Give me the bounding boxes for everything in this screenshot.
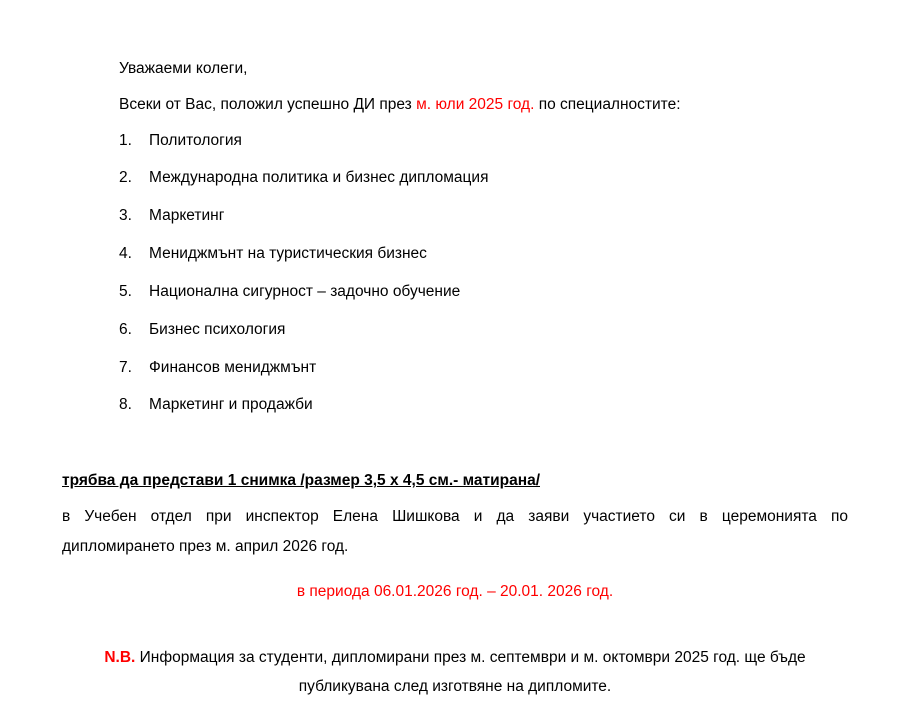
list-item-number: 8.	[119, 396, 132, 414]
nb-line-1	[62, 643, 848, 672]
nb-line-2: публикувана след изготвяне на дипломите.	[298, 678, 612, 696]
requirement-line-1: в Учебен отдел при инспектор Елена Шишкова и да заяви участието си в церемонията по	[62, 508, 848, 526]
greeting-paragraph	[119, 60, 852, 78]
list-item	[119, 359, 852, 377]
greeting-text: Уважаеми колеги,	[119, 60, 248, 77]
list-item-number: 3.	[119, 207, 132, 225]
list-item	[119, 207, 852, 225]
list-item-number: 5.	[119, 282, 132, 300]
nb-block	[62, 643, 848, 702]
list-item-label: Маркетинг	[149, 207, 225, 225]
requirement-paragraph	[62, 502, 848, 561]
nb-text: Информация за студенти, дипломирани през м. септември и м. октомври 2025 год. ще бъде	[135, 649, 806, 666]
list-item-label: Международна политика и бизнес дипломация	[149, 169, 489, 187]
intro-after-text: по специалностите:	[534, 95, 681, 113]
nb-label: N.B.	[104, 649, 136, 666]
list-item-label: Бизнес психология	[149, 320, 286, 338]
list-item	[119, 169, 852, 187]
list-item-label: Мениджмънт на туристическия бизнес	[149, 245, 427, 263]
intro-before-text: Всеки от Вас, положил успешно ДИ през	[119, 95, 417, 113]
requirement-heading-wrapper	[62, 472, 852, 502]
period-note: в периода 06.01.2026 год. – 20.01. 2026 год.	[296, 583, 614, 600]
intro-paragraph	[119, 96, 852, 114]
list-item	[119, 283, 852, 301]
list-item	[119, 321, 852, 339]
list-item	[119, 396, 852, 414]
list-item-number: 4.	[119, 245, 132, 263]
list-item-label: Маркетинг и продажби	[149, 396, 313, 414]
requirement-line-2: дипломирането през м. април 2026 год.	[62, 537, 349, 555]
requirement-heading: трябва да представи 1 снимка /размер 3,5 х 4,5 см.- матирана/	[62, 472, 540, 490]
list-item	[119, 245, 852, 263]
document-content	[62, 60, 852, 702]
list-item-label: Финансов мениджмънт	[149, 358, 317, 376]
list-item-label: Национална сигурност – задочно обучение	[149, 282, 461, 300]
list-item	[119, 132, 852, 150]
list-item-number: 2.	[119, 169, 132, 187]
list-item-label: Политология	[149, 131, 242, 149]
list-item-number: 6.	[119, 320, 132, 338]
specialties-list	[62, 132, 852, 415]
list-item-number: 7.	[119, 358, 132, 376]
section-spacer	[62, 434, 852, 472]
exam-period-highlight: м. юли 2025 год.	[416, 95, 535, 113]
list-item-number: 1.	[119, 131, 132, 149]
